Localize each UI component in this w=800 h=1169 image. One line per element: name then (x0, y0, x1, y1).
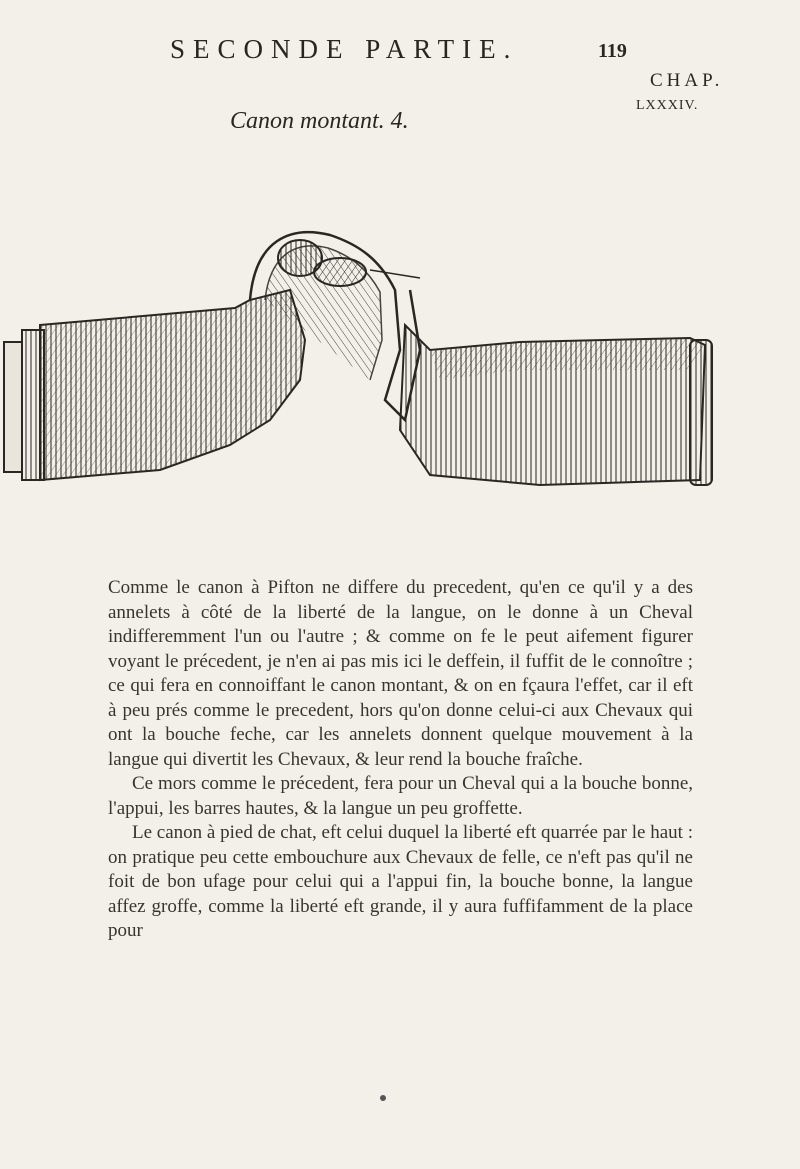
canon-montant-illustration (0, 230, 800, 530)
chapter-label: CHAP. (650, 70, 724, 91)
running-title: SECONDE PARTIE. (170, 34, 519, 64)
right-cannon (400, 325, 712, 485)
chapter-number: LXXXIV. (636, 98, 699, 113)
page-number: 119 (598, 40, 627, 62)
figure-caption: Canon montant. 4. (230, 108, 409, 134)
ink-speck (380, 1095, 386, 1101)
paragraph-2: Ce mors comme le précedent, fera pour un Cheval qui a la bouche bonne, l'appui, les barres hautes, & la langue un peu groffette. (108, 773, 693, 819)
paragraph-1: Comme le canon à Pifton ne differe du precedent, qu'en ce qu'il y a des annelets à côté de la liberté de la langue, on le donne à un Cheval indifferemment l'un ou l'autre ; & comme on fe le peut aifement figurer voyant le précedent, je n'en ai pas mis ici le deffein, il fuffit de le connoître ; ce qui fera en connoiffant le canon montant, & on en fçaura l'effet, car il eft à peu prés comme le precedent, hors qu'on donne celui-ci aux Chevaux qui ont la bouche feche, car les annelets donnent quelque mouvement à la langue qui divertit les Chevaux, & leur rend la bouche fraîche. (108, 577, 693, 770)
left-cannon (4, 290, 305, 480)
paragraph-3: Le canon à pied de chat, eft celui duquel la liberté eft quarrée par le haut : on pratique peu cette embouchure aux Chevaux de felle, ce n'eft pas qu'il ne foit de bon ufage pour celui qui a l'appui fin, la bouche bonne, la langue affez groffe, comme la liberté eft grande, il y aura fuffifamment de la place pour (108, 822, 693, 941)
body-text (108, 576, 693, 944)
